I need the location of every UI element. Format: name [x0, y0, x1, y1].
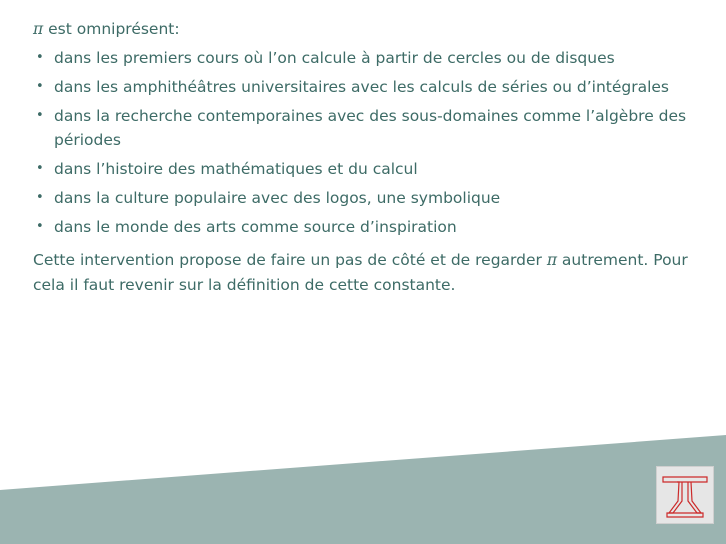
- bullet-marker: •: [36, 50, 44, 65]
- list-item: [33, 157, 693, 181]
- paragraph-part2: autrement. Pour cela il faut revenir sur la définition de cette constante.: [33, 251, 688, 294]
- list-item: [33, 186, 693, 210]
- pi-symbol: π: [33, 20, 44, 38]
- bullet-marker: •: [36, 190, 44, 205]
- bullet-marker: •: [36, 219, 44, 234]
- list-item: [33, 104, 693, 152]
- slide-content: [33, 17, 693, 298]
- list-item-text: dans l’histoire des mathématiques et du calcul: [54, 160, 418, 178]
- intro-text: est omniprésent:: [43, 20, 180, 38]
- list-item-text: dans la culture populaire avec des logos, une symbolique: [54, 189, 501, 207]
- list-item-text: dans la recherche contemporaines avec des sous-domaines comme l’algèbre des périodes: [54, 107, 687, 149]
- paragraph-part1: Cette intervention propose de faire un pas de côté et de regarder: [33, 251, 547, 269]
- list-item: [33, 215, 693, 239]
- intervention-paragraph: [33, 248, 693, 298]
- bullet-marker: •: [36, 161, 44, 176]
- list-item-text: dans les amphithéâtres universitaires avec les calculs de séries ou d’intégrales: [54, 78, 670, 96]
- bullet-marker: •: [36, 108, 44, 123]
- bullet-list: [33, 46, 693, 239]
- list-item: [33, 46, 693, 70]
- intro-line: [33, 17, 693, 41]
- bullet-marker: •: [36, 79, 44, 94]
- pi-logo-icon: [656, 466, 714, 524]
- list-item: [33, 75, 693, 99]
- list-item-text: dans le monde des arts comme source d’inspiration: [54, 218, 457, 236]
- pi-symbol: π: [546, 251, 557, 269]
- list-item-text: dans les premiers cours où l’on calcule à partir de cercles ou de disques: [54, 49, 615, 67]
